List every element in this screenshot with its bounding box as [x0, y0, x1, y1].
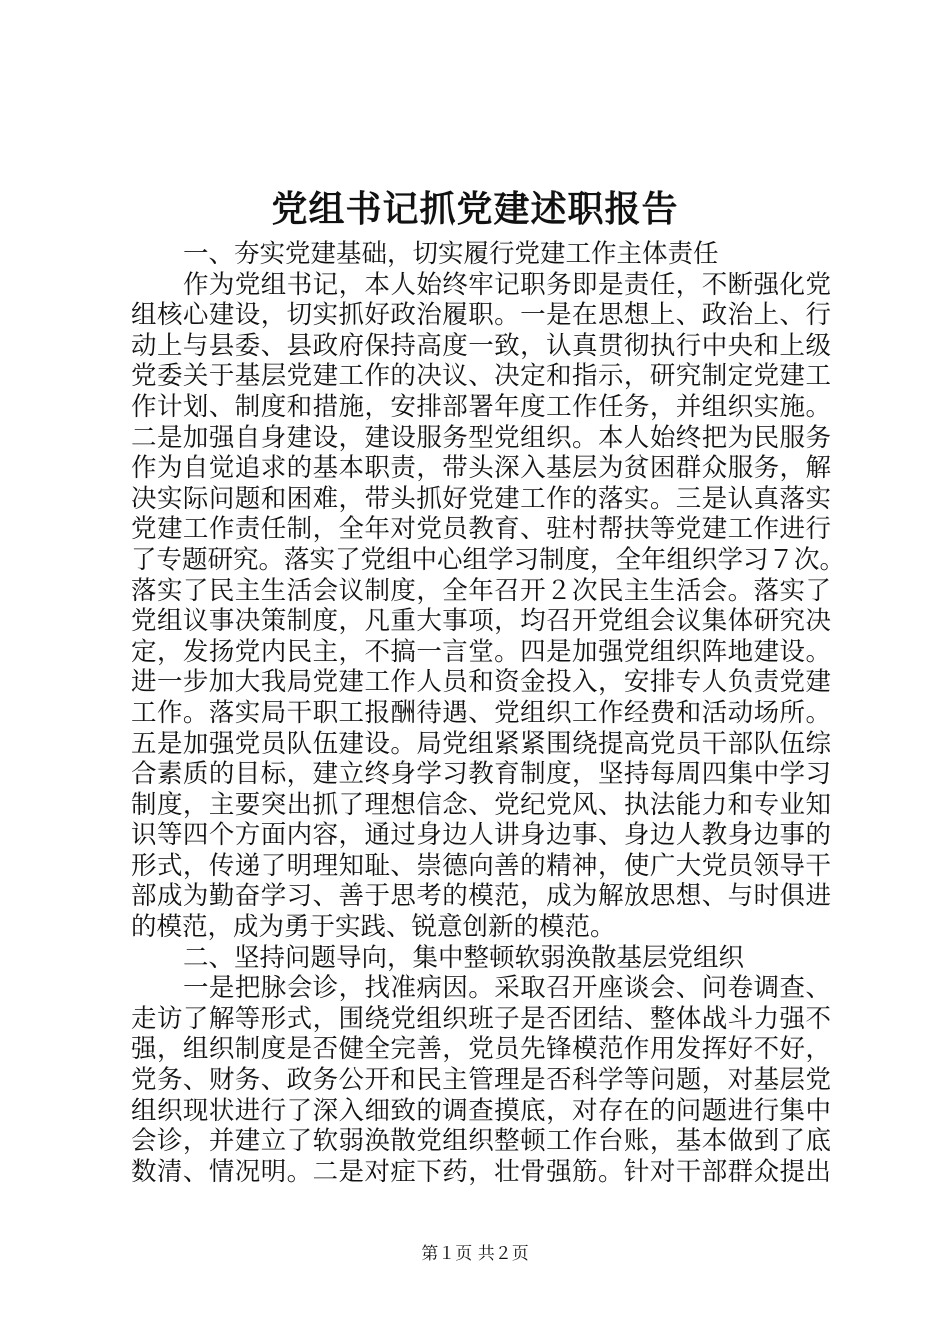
body-line: 一是把脉会诊，找准病因。采取召开座谈会、问卷调查、 [183, 973, 831, 1004]
body-line: 识等四个方面内容，通过身边人讲身边事、身边人教身边事的 [131, 820, 831, 851]
body-line: 决实际问题和困难，带头抓好党建工作的落实。三是认真落实 [131, 483, 831, 514]
body-line: 组织现状进行了深入细致的调查摸底，对存在的问题进行集中 [131, 1095, 831, 1126]
body-line: 组核心建设，切实抓好政治履职。一是在思想上、政治上、行 [131, 300, 831, 331]
body-line: 动上与县委、县政府保持高度一致，认真贯彻执行中央和上级 [131, 330, 831, 361]
body-line: 的模范，成为勇于实践、锐意创新的模范。 [131, 912, 616, 943]
body-line: 作为自觉追求的基本职责，带头深入基层为贫困群众服务，解 [131, 453, 831, 484]
body-line: 党务、财务、政务公开和民主管理是否科学等问题，对基层党 [131, 1065, 831, 1096]
body-line: 二、坚持问题导向，集中整顿软弱涣散基层党组织 [183, 942, 745, 973]
body-line: 形式，传递了明理知耻、崇德向善的精神，使广大党员领导干 [131, 850, 831, 881]
body-line: 部成为勤奋学习、善于思考的模范，成为解放思想、与时俱进 [131, 881, 831, 912]
body-line: 党组议事决策制度，凡重大事项，均召开党组会议集体研究决 [131, 606, 831, 637]
body-line: 落实了民主生活会议制度，全年召开２次民主生活会。落实了 [131, 575, 831, 606]
body-line: 了专题研究。落实了党组中心组学习制度，全年组织学习７次。 [131, 544, 846, 575]
body-line: 走访了解等形式，围绕党组织班子是否团结、整体战斗力强不 [131, 1003, 831, 1034]
body-line: 作为党组书记，本人始终牢记职务即是责任，不断强化党 [183, 269, 831, 300]
body-line: 合素质的目标，建立终身学习教育制度，坚持每周四集中学习 [131, 759, 831, 790]
document-title: 党组书记抓党建述职报告 [271, 188, 679, 230]
body-line: 党建工作责任制，全年对党员教育、驻村帮扶等党建工作进行 [131, 514, 831, 545]
body-line: 数清、情况明。二是对症下药，壮骨强筋。针对干部群众提出 [131, 1156, 831, 1187]
body-line: 二是加强自身建设，建设服务型党组织。本人始终把为民服务 [131, 422, 831, 453]
page-footer: 第１页 共２页 [421, 1244, 529, 1264]
body-line: 作计划、制度和措施，安排部署年度工作任务，并组织实施。 [131, 391, 831, 422]
body-line: 定，发扬党内民主，不搞一言堂。四是加强党组织阵地建设。 [131, 636, 831, 667]
body-line: 强，组织制度是否健全完善，党员先锋模范作用发挥好不好， [131, 1034, 831, 1065]
body-line: 党委关于基层党建工作的决议、决定和指示，研究制定党建工 [131, 361, 831, 392]
body-line: 工作。落实局干职工报酬待遇、党组织工作经费和活动场所。 [131, 697, 831, 728]
document-body [131, 239, 846, 1187]
body-line: 会诊，并建立了软弱涣散党组织整顿工作台账，基本做到了底 [131, 1126, 831, 1157]
body-line: 进一步加大我局党建工作人员和资金投入，安排专人负责党建 [131, 667, 831, 698]
body-line: 制度，主要突出抓了理想信念、党纪党风、执法能力和专业知 [131, 789, 831, 820]
body-line: 一、夯实党建基础，切实履行党建工作主体责任 [183, 239, 719, 269]
body-line: 五是加强党员队伍建设。局党组紧紧围绕提高党员干部队伍综 [131, 728, 831, 759]
